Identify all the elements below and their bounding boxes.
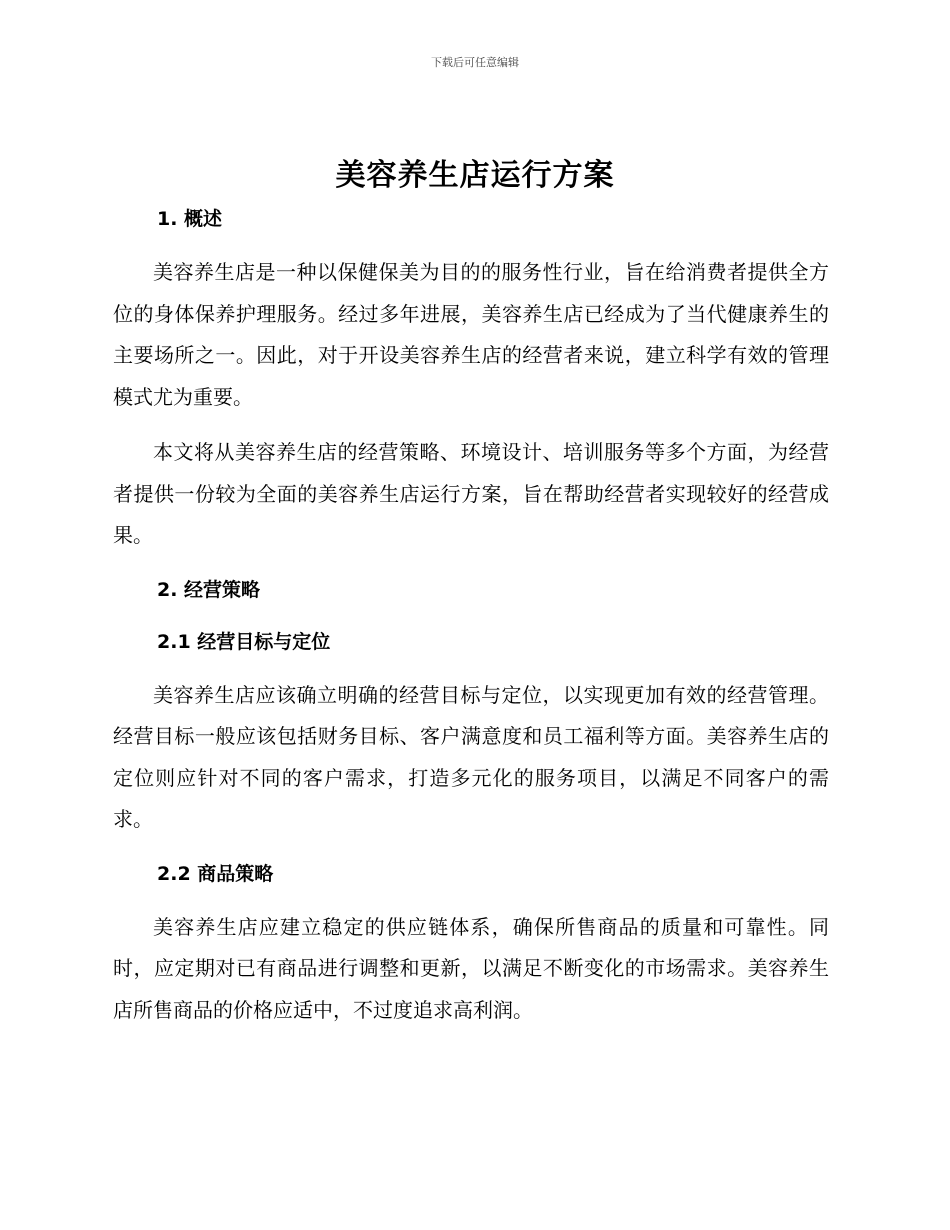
section-heading-products: 2.2 商品策略 [157, 862, 274, 885]
paragraph-goals-1: 美容养生店应该确立明确的经营目标与定位，以实现更加有效的经营管理。经营目标一般应该包括财务目标、客户满意度和员工福利等方面。美容养生店的定位则应针对不同的客户需求，打造多元化的服务项目，以满足不同客户的需求。 [113, 682, 829, 831]
section-heading-strategy: 2. 经营策略 [157, 578, 261, 601]
paragraph-overview-2: 本文将从美容养生店的经营策略、环境设计、培训服务等多个方面，为经营者提供一份较为全面的美容养生店运行方案，旨在帮助经营者实现较好的经营成果。 [113, 440, 829, 547]
paragraph-overview-1: 美容养生店是一种以保健保美为目的的服务性行业，旨在给消费者提供全方位的身体保养护理服务。经过多年进展，美容养生店已经成为了当代健康养生的主要场所之一。因此，对于开设美容养生店的经营者来说，建立科学有效的管理模式尤为重要。 [113, 260, 829, 409]
document-body [113, 200, 829, 1031]
section-heading-overview: 1. 概述 [157, 208, 223, 230]
header-note: 下载后可任意编辑 [431, 56, 519, 69]
paragraph-products-1: 美容养生店应建立稳定的供应链体系，确保所售商品的质量和可靠性。同时，应定期对已有商品进行调整和更新，以满足不断变化的市场需求。美容养生店所售商品的价格应适中，不过度追求高利润。 [113, 914, 829, 1022]
section-heading-goals: 2.1 经营目标与定位 [157, 630, 331, 653]
page-title: 美容养生店运行方案 [335, 158, 615, 193]
